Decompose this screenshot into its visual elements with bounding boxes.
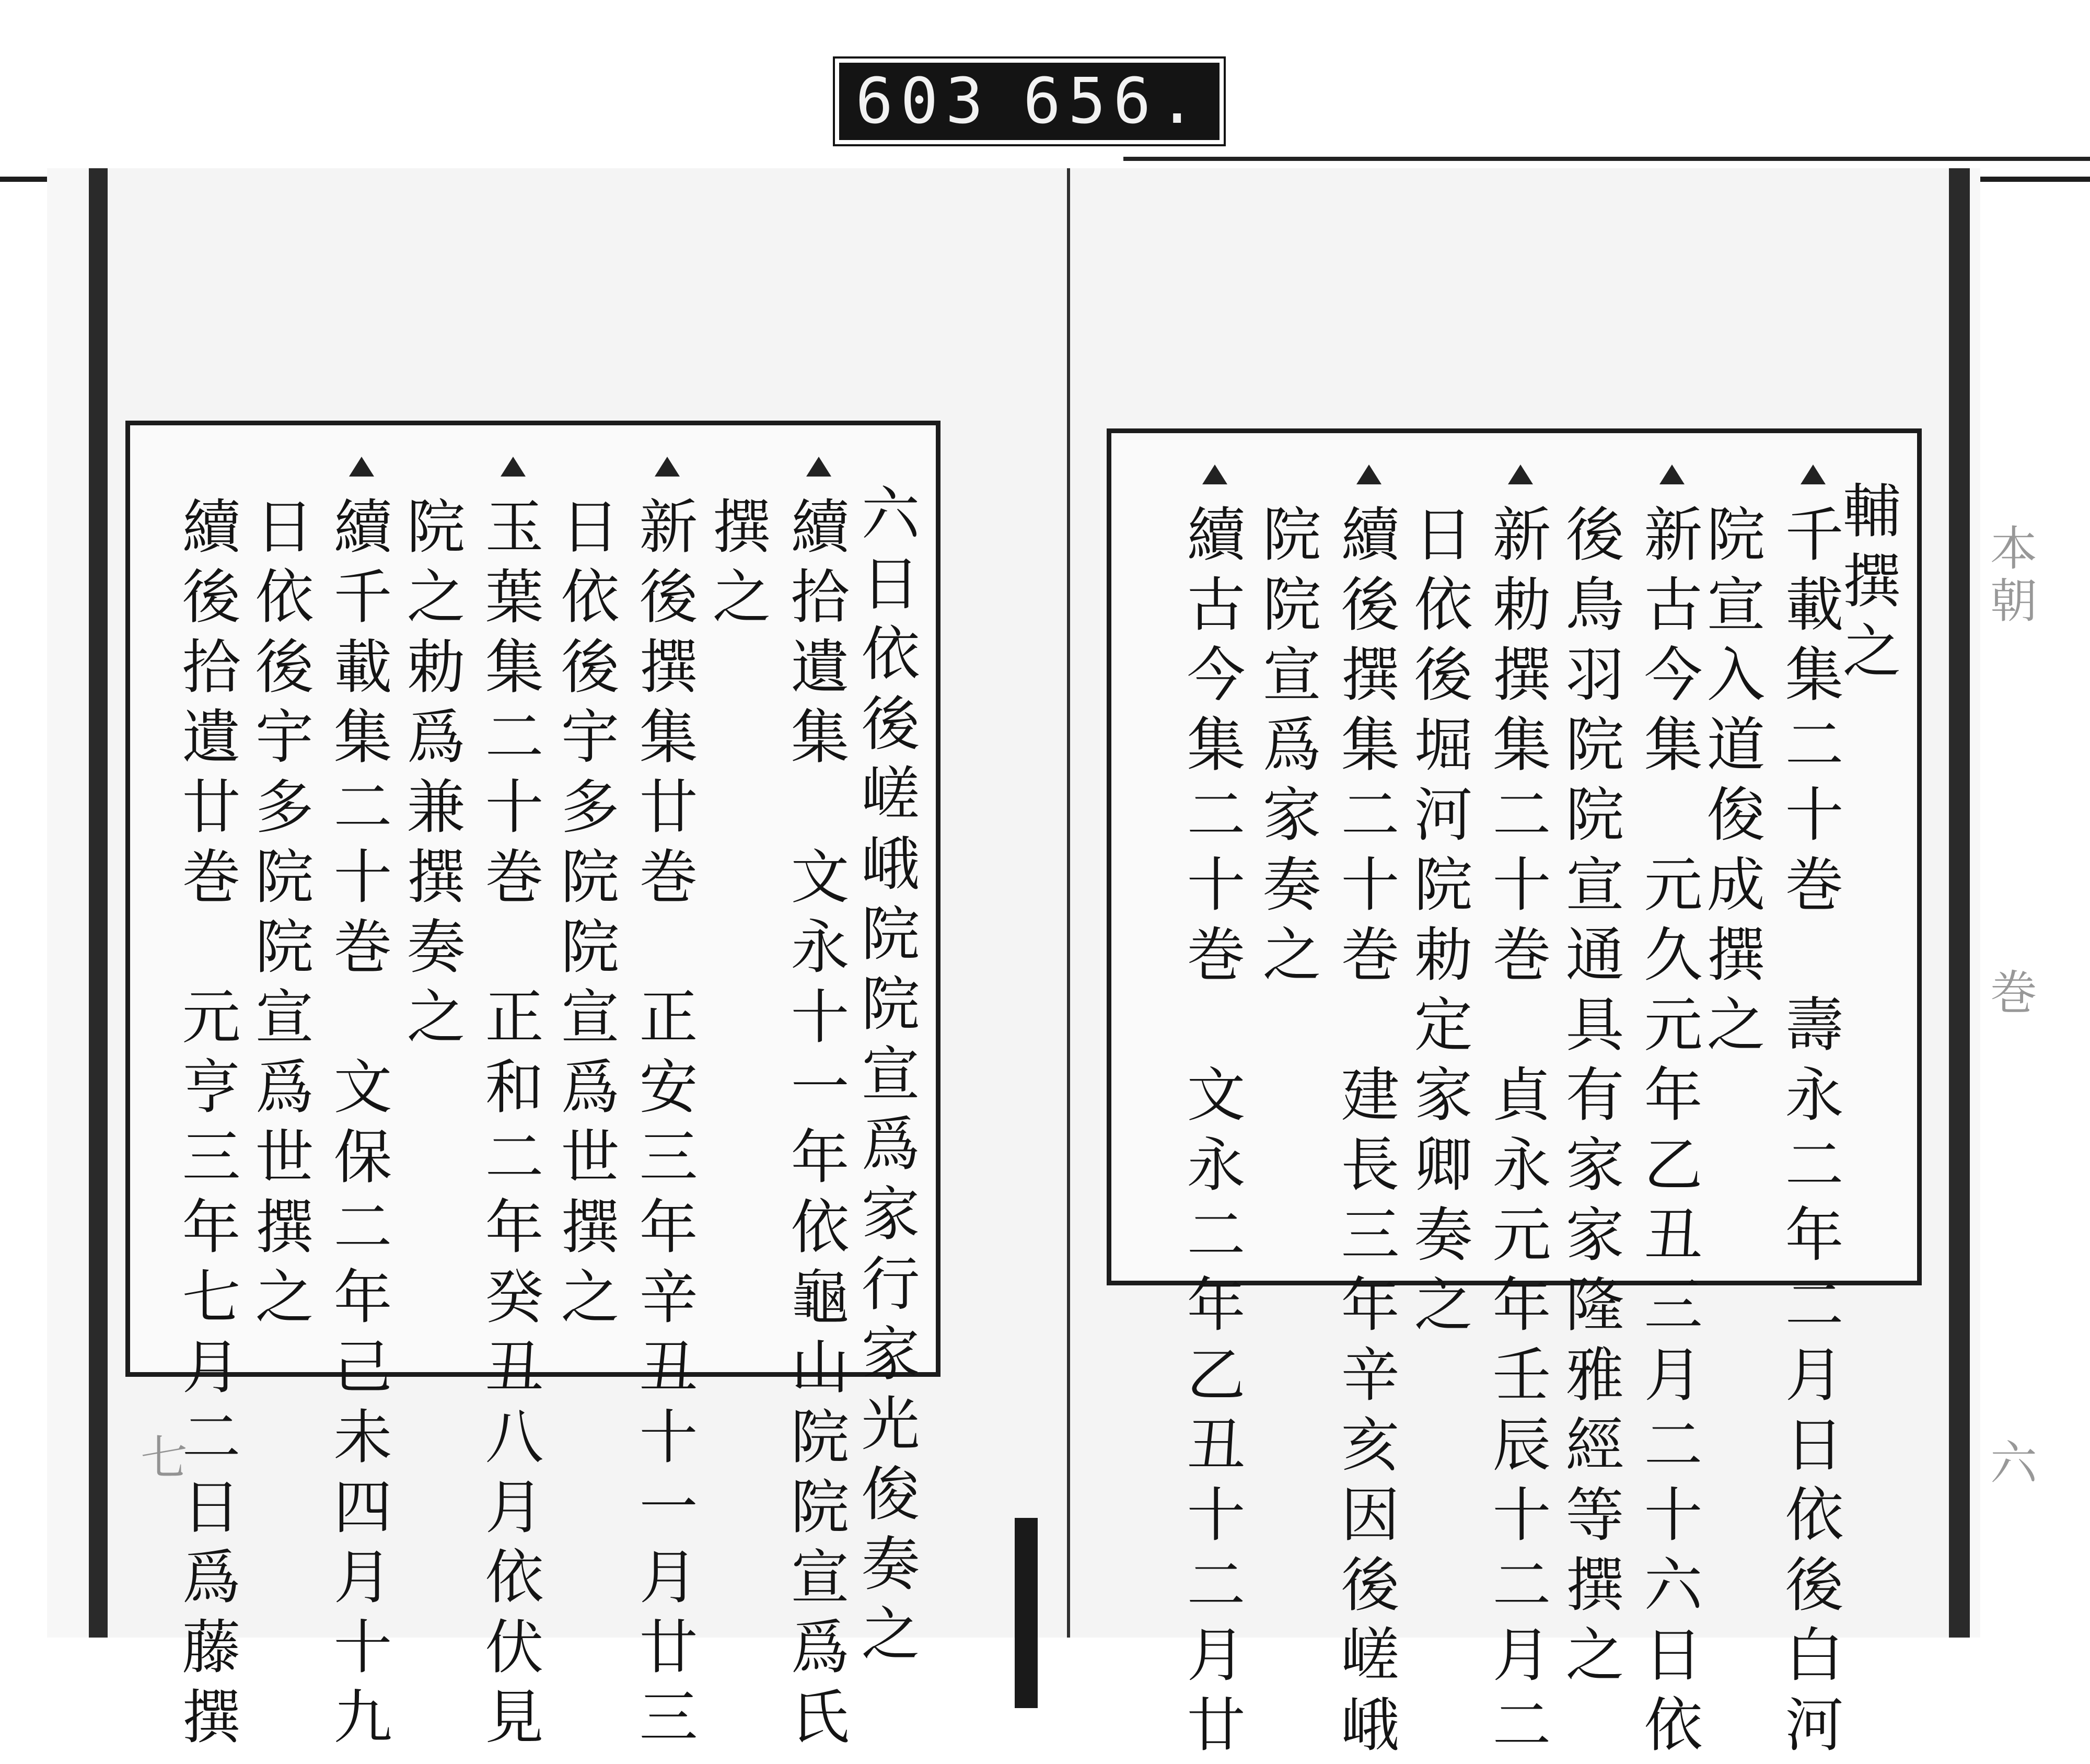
text-column: 新勅撰集二十巻 貞永元年壬辰十二月二 <box>1483 504 1551 1764</box>
text-column: 後鳥羽院院宣通具有家家隆雅經等撰之 <box>1556 504 1624 1694</box>
section-marker-icon <box>1202 465 1227 484</box>
text-column: 續後撰集二十巻 建長三年辛亥因後嵯峨 <box>1331 504 1399 1764</box>
catalog-number-left: 603 <box>855 65 991 138</box>
section-marker-icon <box>1356 465 1381 484</box>
text-column: 續千載集二十巻 文保二年己未四月十九 <box>324 496 392 1756</box>
text-column: 續後拾遺廿巻 元亨三年七月二日爲藤撰 <box>172 496 240 1756</box>
text-column: 院宣入道俊成撰之 <box>1697 504 1765 1064</box>
text-column: 新後撰集廿巻 正安三年辛丑十一月廿三 <box>630 496 698 1756</box>
left-text-frame <box>125 421 940 1756</box>
text-column: 日依後宇多院院宣爲世撰之 <box>246 496 314 1336</box>
text-column: 院院宣爲家奏之 <box>1253 504 1321 994</box>
gutter-shadow <box>1015 1518 1038 1708</box>
text-column: 玉葉集二十巻 正和二年癸丑八月依伏見 <box>475 496 543 1756</box>
right-edge-title: 本朝 <box>1982 524 2037 628</box>
scanner-rule <box>1123 157 2090 161</box>
section-marker-icon <box>1659 465 1685 484</box>
text-column: 日依後宇多院院宣爲世撰之 <box>551 496 619 1336</box>
right-edge-volume: 巻 <box>1982 968 2037 1020</box>
text-column: 輔撰之 <box>1833 480 1901 690</box>
section-marker-icon <box>1508 465 1533 484</box>
section-marker-icon <box>349 457 374 477</box>
text-column: 續古今集二十巻 文永二年乙丑十二月廿 <box>1177 504 1245 1764</box>
section-marker-icon <box>655 457 680 477</box>
right-edge-folio: 六 <box>1982 1438 2037 1490</box>
book-gutter <box>1067 168 1070 1638</box>
right-text-frame <box>1107 428 1922 1764</box>
section-marker-icon <box>806 457 831 477</box>
section-marker-icon <box>1801 465 1826 484</box>
text-column: 撰之 <box>703 496 771 636</box>
text-column: 日依後堀河院勅定家卿奏之 <box>1404 504 1472 1344</box>
left-edge-folio: 七 <box>132 1433 187 1485</box>
text-column: 千載集二十巻 壽永二年二月日依後白河 <box>1775 504 1843 1764</box>
text-column: 院之勅爲兼撰奏之 <box>397 496 465 1056</box>
text-column: 六日依後嵯峨院院宣爲家行家光俊奏之 <box>852 483 920 1673</box>
section-marker-icon <box>501 457 526 477</box>
text-column: 續拾遺集 文永十一年依龜山院院宣爲氏 <box>781 496 849 1756</box>
text-column: 新古今集 元久元年乙丑三月二十六日依 <box>1634 504 1702 1764</box>
catalog-number-right: 656. <box>1023 65 1203 138</box>
catalog-number-plate <box>835 59 1224 144</box>
